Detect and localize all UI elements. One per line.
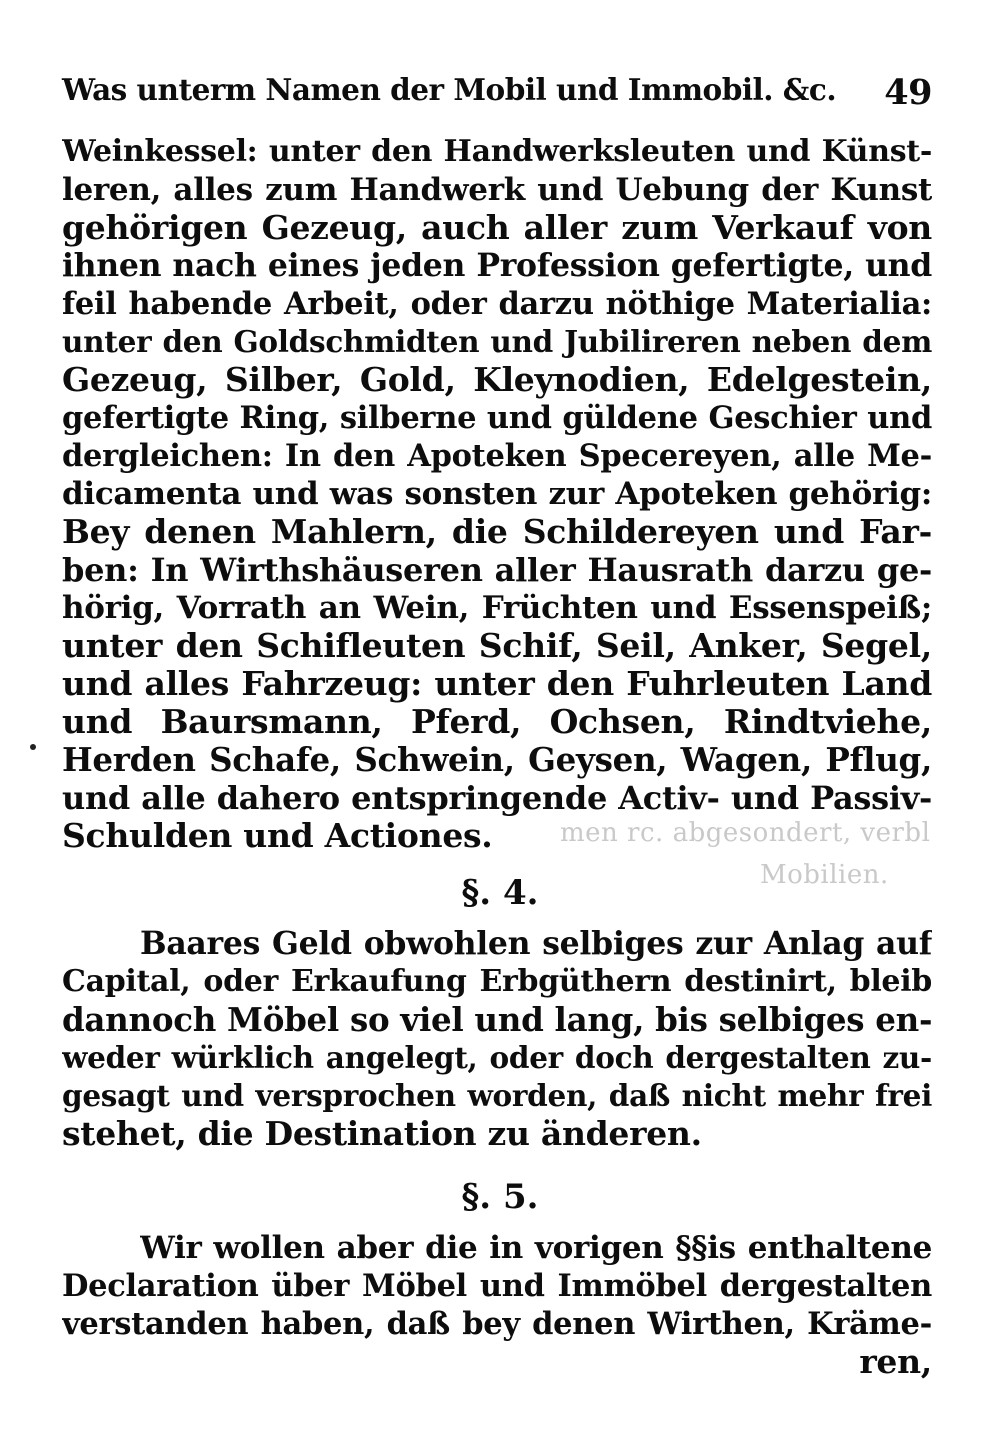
text-line: hörig, Vorrath an Wein, Früchten und Essenspeiß; bbox=[62, 590, 932, 626]
text-line: feil habende Arbeit, oder darzu nöthige Materialia: bbox=[62, 286, 932, 322]
text-line: Baares Geld obwohlen selbiges zur Anlag auf bbox=[140, 925, 932, 962]
text-line: leren, alles zum Handwerk und Uebung der Kunst bbox=[62, 172, 932, 208]
text-line: Declaration über Möbel und Immöbel dergestalten bbox=[62, 1268, 932, 1304]
text-line: dicamenta und was sonsten zur Apoteken gehörig: bbox=[62, 476, 932, 512]
text-line: ihnen nach eines jeden Profession gefertigte, und bbox=[62, 247, 932, 284]
text-line: ben: In Wirthshäuseren aller Hausrath darzu ge- bbox=[62, 551, 932, 589]
text-line: dannoch Möbel so viel und lang, bis selbiges en- bbox=[62, 1000, 932, 1039]
text-line: dergleichen: In den Apoteken Specereyen, alle Me- bbox=[62, 438, 932, 474]
text-line: Wir wollen aber die in vorigen §§is enthaltene bbox=[140, 1230, 932, 1266]
page-header bbox=[62, 72, 932, 120]
page-number: 49 bbox=[884, 72, 932, 113]
text-line: verstanden haben, daß bey denen Wirthen, Kräme- bbox=[62, 1306, 932, 1342]
running-title: Was unterm Namen der Mobil und Immobil. &c. bbox=[62, 72, 837, 107]
text-line: Schulden und Actiones. bbox=[62, 816, 493, 855]
margin-mark bbox=[30, 744, 36, 750]
text-line: unter den Goldschmidten und Jubilireren neben dem bbox=[62, 324, 932, 359]
text-line: und alle dahero entspringende Activ- und Passiv- bbox=[62, 779, 932, 817]
text-line: Gezeug, Silber, Gold, Kleynodien, Edelgestein, bbox=[62, 360, 932, 399]
text-line: stehet, die Destination zu änderen. bbox=[62, 1114, 702, 1153]
text-line: gefertigte Ring, silberne und güldene Geschier und bbox=[62, 400, 932, 436]
text-line: gehörigen Gezeug, auch aller zum Verkauf von bbox=[62, 208, 932, 247]
text-line: weder würklich angelegt, oder doch dergestalten zu- bbox=[62, 1040, 932, 1075]
text-line: Herden Schafe, Schwein, Geysen, Wagen, Pflug, bbox=[62, 740, 932, 779]
bleed-through-text: men rc. abgesondert, verbl bbox=[560, 818, 931, 848]
text-line: Weinkessel: unter den Handwerksleuten und Künst- bbox=[62, 134, 932, 169]
text-line: ren, bbox=[859, 1342, 932, 1381]
section-heading-4: §. 4. bbox=[461, 873, 539, 913]
text-line: unter den Schifleuten Schif, Seil, Anker, Segel, bbox=[62, 626, 932, 665]
section-heading-5: §. 5. bbox=[461, 1177, 539, 1217]
text-line: Bey denen Mahlern, die Schildereyen und Far- bbox=[62, 512, 932, 551]
text-line: Capital, oder Erkaufung Erbgüthern destinirt, bleib bbox=[62, 964, 932, 999]
text-line: und alles Fahrzeug: unter den Fuhrleuten Land bbox=[62, 664, 932, 703]
bleed-through-text: Mobilien. bbox=[760, 860, 889, 890]
text-line: gesagt und versprochen worden, daß nicht mehr frei bbox=[62, 1078, 932, 1113]
text-line: und Baursmann, Pferd, Ochsen, Rindtviehe, bbox=[62, 702, 932, 741]
